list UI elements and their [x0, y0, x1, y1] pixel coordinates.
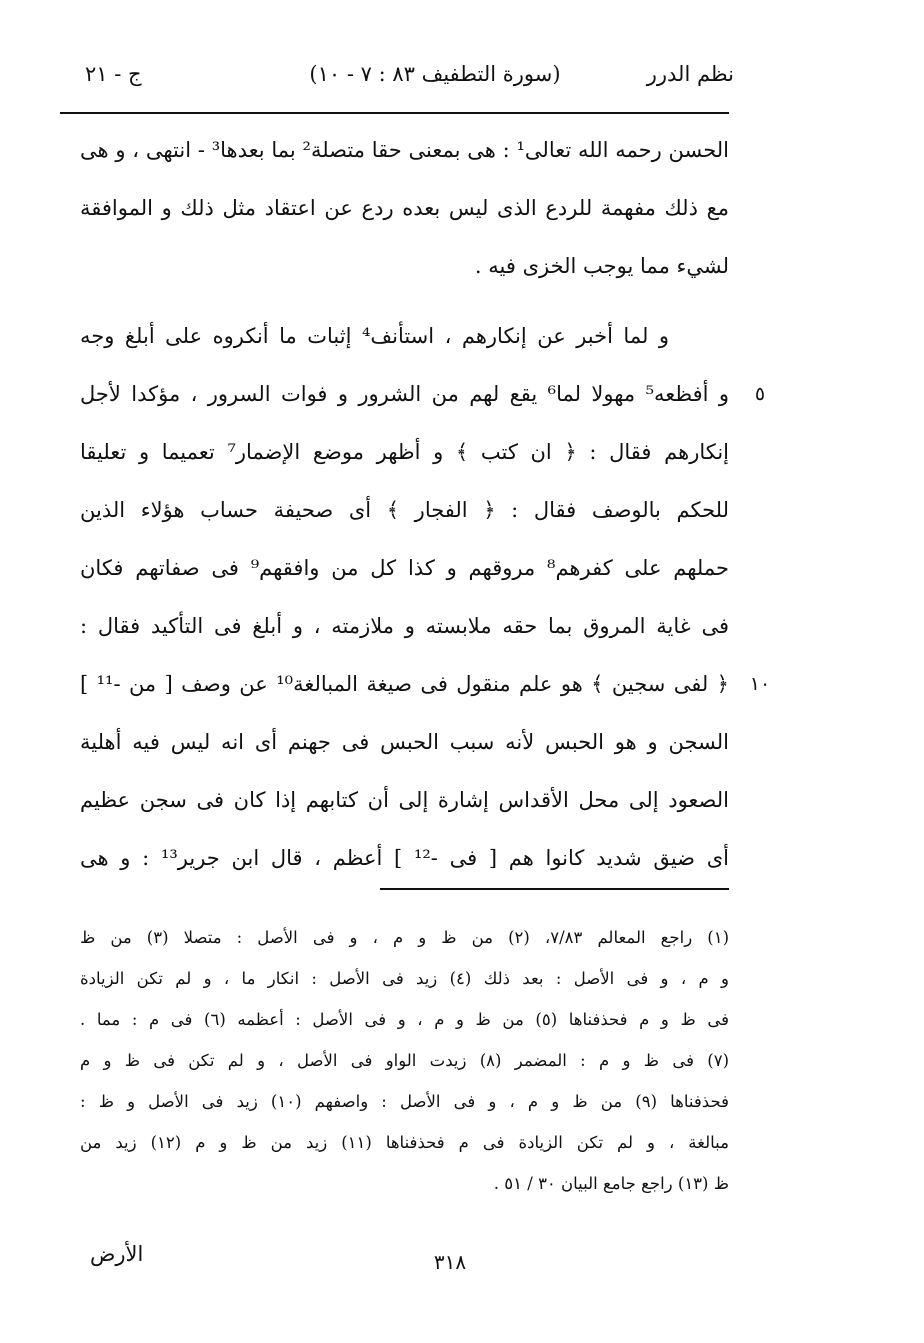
- line-number-5: ٥: [754, 383, 766, 405]
- header-rule: [60, 112, 729, 114]
- running-head-surah: (سورة التطفيف ٨٣ : ٧ - ١٠): [309, 62, 561, 86]
- text-line: الحسن رحمه الله تعالى¹ : هى بمعنى حقا متصلة² بما بعدها³ - انتهى ، و هى: [80, 138, 730, 162]
- text-line: و أفظعه⁵ مهولا لما⁶ يقع لهم من الشرور و فوات السرور ، مؤكدا لأجل: [80, 382, 729, 406]
- text-line: إنكارهم فقال : ﴿ ان كتب ﴾ و أظهر موضع الإضمار⁷ تعميما و تعليقا: [80, 440, 730, 464]
- text-line: للحكم بالوصف فقال : ﴿ الفجار ﴾ أى صحيفة حساب هؤلاء الذين: [80, 498, 729, 522]
- catchword: الأرض: [90, 1242, 144, 1266]
- line-number-10: ١٠: [749, 673, 771, 695]
- text-line: و لما أخبر عن إنكارهم ، استأنف⁴ إثبات ما أنكروه على أبلغ وجه: [80, 324, 669, 348]
- page-number: ٣١٨: [433, 1250, 467, 1274]
- text-line: السجن و هو الحبس لأنه سبب الحبس فى جهنم أى انه ليس فيه أهلية: [80, 730, 729, 754]
- text-line: فى غاية المروق بما حقه ملابسته و ملازمته ، و أبلغ فى التأكيد فقال :: [80, 614, 729, 638]
- text-line: الصعود إلى محل الأقداس إشارة إلى أن كتابهم إذا كان فى سجن عظيم: [80, 788, 729, 812]
- text-line: لشيء مما يوجب الخزى فيه .: [474, 254, 729, 278]
- text-line: حملهم على كفرهم⁸ مروقهم و كذا كل من وافقهم⁹ فى صفاتهم فكان: [80, 556, 729, 580]
- footnote-line: و م ، و فى الأصل : بعد ذلك (٤) زيد فى الأصل : انكار ما ، و لم تكن الزيادة: [80, 969, 730, 988]
- running-head-volume: ج - ٢١: [85, 62, 142, 86]
- text-line: أى ضيق شديد كانوا هم [ فى -¹² ] أعظم ، قال ابن جرير¹³ : و هى: [80, 846, 729, 870]
- text-line: ﴿ لفى سجين ﴾ هو علم منقول فى صيغة المبالغة¹⁰ عن وصف [ من -¹¹ ]: [80, 672, 729, 696]
- footnote-line: (٧) فى ظ و م : المضمر (٨) زيدت الواو فى الأصل ، و لم تكن فى ظ و م: [80, 1051, 729, 1070]
- running-head-book-title: نظم الدرر: [646, 62, 734, 86]
- footnote-line: ظ (١٣) راجع جامع البيان ٣٠ / ٥١ .: [493, 1174, 729, 1193]
- footnote-line: (١) راجع المعالم ٧/٨٣، (٢) من ظ و م ، و فى الأصل : متصلا (٣) من ظ: [80, 928, 729, 947]
- footnote-line: فى ظ و م فحذفناها (٥) من ظ و م ، و فى الأصل : أعظمه (٦) فى م : مما .: [80, 1010, 729, 1029]
- footnote-line: مبالغة ، و لم تكن الزيادة فى م فحذفناها (١١) زيد من ظ و م (١٢) زيد من: [80, 1133, 729, 1152]
- footnote-separator: [380, 888, 729, 890]
- footnote-line: فحذفناها (٩) من ظ و م ، و فى الأصل : واصفهم (١٠) زيد فى الأصل و ظ :: [80, 1092, 729, 1111]
- text-line: مع ذلك مفهمة للردع الذى ليس بعده ردع عن اعتقاد مثل ذلك و الموافقة: [80, 196, 729, 220]
